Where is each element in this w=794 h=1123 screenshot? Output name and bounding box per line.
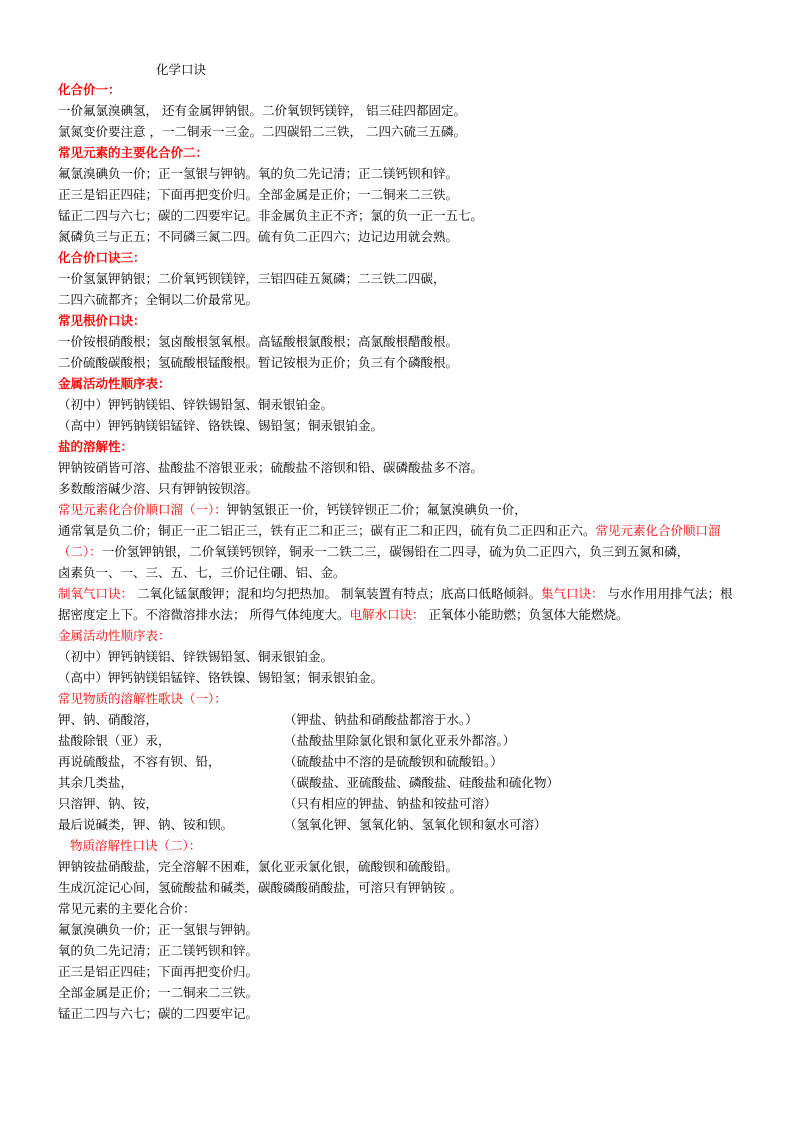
inline-heading-oxygen: 制氧气口诀： bbox=[58, 586, 134, 601]
inline-heading-electrolysis: 电解水口诀： bbox=[349, 607, 425, 622]
table-row: 最后说碱类，钾、钠、铵和钡。 （氢氧化钾、氢氧化钠、氢氧化钡和氨水可溶） bbox=[58, 817, 547, 832]
text-line: 钾钠铵硝皆可溶、盐酸盐不溶银亚汞；硫酸盐不溶钡和铅、碳磷酸盐多不溶。 bbox=[58, 460, 484, 475]
text-line: （高中）钾钙钠镁铝锰锌、铬铁镍、锡铅氢；铜汞银铂金。 bbox=[58, 418, 384, 433]
inline-heading-rhyme-2: 常见元素化合价顺口溜（二）： bbox=[58, 523, 721, 559]
table-row: 钾、钠、硝酸溶， （钾盐、钠盐和硝酸盐都溶于水。） bbox=[58, 712, 478, 727]
text-line: （初中）钾钙钠镁铝、锌铁锡铅氢、铜汞银铂金。 bbox=[58, 397, 334, 412]
page-title: 化学口诀 bbox=[156, 62, 207, 77]
section-heading-valence-1: 化合价一： bbox=[58, 82, 121, 97]
table-row: 只溶钾、钠、铵， （只有相应的钾盐、钠盐和铵盐可溶） bbox=[58, 796, 497, 811]
text-line: 全部金属是正价；一二铜来二三铁。 bbox=[58, 985, 259, 1000]
text-line: 一价氟氯溴碘氢， 还有金属钾钠银。二价氧钡钙镁锌， 铝三硅四都固定。 bbox=[58, 103, 466, 118]
text-line: 氟氯溴碘负一价；正一氢银与钾钠。氧的负二先记清；正二镁钙钡和锌。 bbox=[58, 166, 459, 181]
section-heading-valence-2: 常见元素的主要化合价二： bbox=[58, 145, 209, 160]
text-line: 正三是铝正四硅；下面再把变价归。全部金属是正价；一二铜来二三铁。 bbox=[58, 187, 459, 202]
section-heading-solubility-rhyme-2: 物质溶解性口诀（二）： bbox=[70, 838, 202, 853]
section-heading-radicals: 常见根价口诀： bbox=[58, 313, 146, 328]
text-line: 氮磷负三与正五；不同磷三氮二四。硫有负二正四六；边记边用就会熟。 bbox=[58, 229, 459, 244]
section-heading-valence-3: 化合价口诀三： bbox=[58, 250, 146, 265]
text-line: （初中）钾钙钠镁铝、锌铁锡铅氢、铜汞银铂金。 bbox=[58, 649, 334, 664]
section-heading-main-valences: 常见元素的主要化合价： bbox=[58, 901, 196, 916]
section-heading-activity-series: 金属活动性顺序表： bbox=[58, 376, 171, 391]
text-line: 生成沉淀记心间，氢硫酸盐和碱类，碳酸磷酸硝酸盐，可溶只有钾钠铵 。 bbox=[58, 880, 462, 895]
text-line: 正三是铝正四硅；下面再把变价归。 bbox=[58, 964, 259, 979]
text-line: 氯氮变价要注意 ，一二铜汞一三金。二四碳铅二三铁， 二四六硫三五磷。 bbox=[58, 124, 466, 139]
text-paragraph: 制氧气口诀： 二氧化锰氯酸钾；混和均匀把热加。 制氧装置有特点；底高口低略倾斜。集气口诀： 与水作用用排气法；根据密度定上下。不溶微溶排水法； 所得气体纯度大。电解水口诀： 正氧体小能助燃；负氢体大能燃烧。 bbox=[58, 586, 733, 622]
text-line: 锰正二四与六七；碳的二四要牢记。 bbox=[58, 1006, 259, 1021]
section-heading-salt-solubility: 盐的溶解性： bbox=[58, 439, 134, 454]
text-line: （高中）钾钙钠镁铝锰锌、铬铁镍、锡铅氢；铜汞银铂金。 bbox=[58, 670, 384, 685]
section-heading-activity-series-2: 金属活动性顺序表： bbox=[58, 628, 171, 643]
table-row: 再说硫酸盐，不容有钡、铅， （硫酸盐中不溶的是硫酸钡和硫酸铅。） bbox=[58, 754, 503, 769]
inline-heading-gas-collection: 集气口诀： bbox=[540, 586, 604, 601]
text-line: 多数酸溶碱少溶、只有钾钠铵钡溶。 bbox=[58, 481, 259, 496]
text-line: 卤素负一、一、三、五、七，三价记住硼、铝、金。 bbox=[58, 565, 346, 580]
text-line: 钾钠铵盐硝酸盐，完全溶解不困难，氯化亚汞氯化银，硫酸钡和硫酸铅。 bbox=[58, 859, 459, 874]
section-heading-solubility-rhyme-1: 常见物质的溶解性歌诀（一）： bbox=[58, 691, 227, 706]
text-line: 一价铵根硝酸根；氢卤酸根氢氧根。高锰酸根氯酸根；高氯酸根醋酸根。 bbox=[58, 334, 459, 349]
text-paragraph: 通常氧是负二价；铜正一正二铝正三，铁有正二和正三；碳有正二和正四，硫有负二正四和正六。常见元素化合价顺口溜（二）：一价氢钾钠银，二价氧镁钙钡锌，铜汞一二铁二三，碳锡铅在二四寻，硫为负二正四六，负三到五氮和磷， bbox=[58, 523, 721, 559]
table-row: 其余几类盐， （碳酸盐、亚硫酸盐、磷酸盐、硅酸盐和硫化物） bbox=[58, 775, 560, 790]
table-row: 盐酸除银（亚）汞， （盐酸盐里除氯化银和氯化亚汞外都溶。） bbox=[58, 733, 516, 748]
document-page bbox=[58, 60, 738, 1024]
text-line: 二价硫酸碳酸根；氢硫酸根锰酸根。暂记铵根为正价；负三有个磷酸根。 bbox=[58, 355, 459, 370]
text-line: 常见元素化合价顺口溜（一）：钾钠氢银正一价，钙镁锌钡正二价；氟氯溴碘负一价， bbox=[58, 502, 527, 517]
text-line: 氧的负二先记清；正二镁钙钡和锌。 bbox=[58, 943, 259, 958]
text-line: 一价氢氯钾钠银；二价氧钙钡镁锌，三铝四硅五氮磷；二三铁二四碳， bbox=[58, 271, 446, 286]
inline-heading-rhyme-1: 常见元素化合价顺口溜（一）： bbox=[58, 502, 227, 517]
text-line: 锰正二四与六七；碳的二四要牢记。非金属负主正不齐；氯的负一正一五七。 bbox=[58, 208, 484, 223]
text-line: 氟氯溴碘负一价；正一氢银与钾钠。 bbox=[58, 922, 259, 937]
text-line: 二四六硫都齐；全铜以二价最常见。 bbox=[58, 292, 259, 307]
